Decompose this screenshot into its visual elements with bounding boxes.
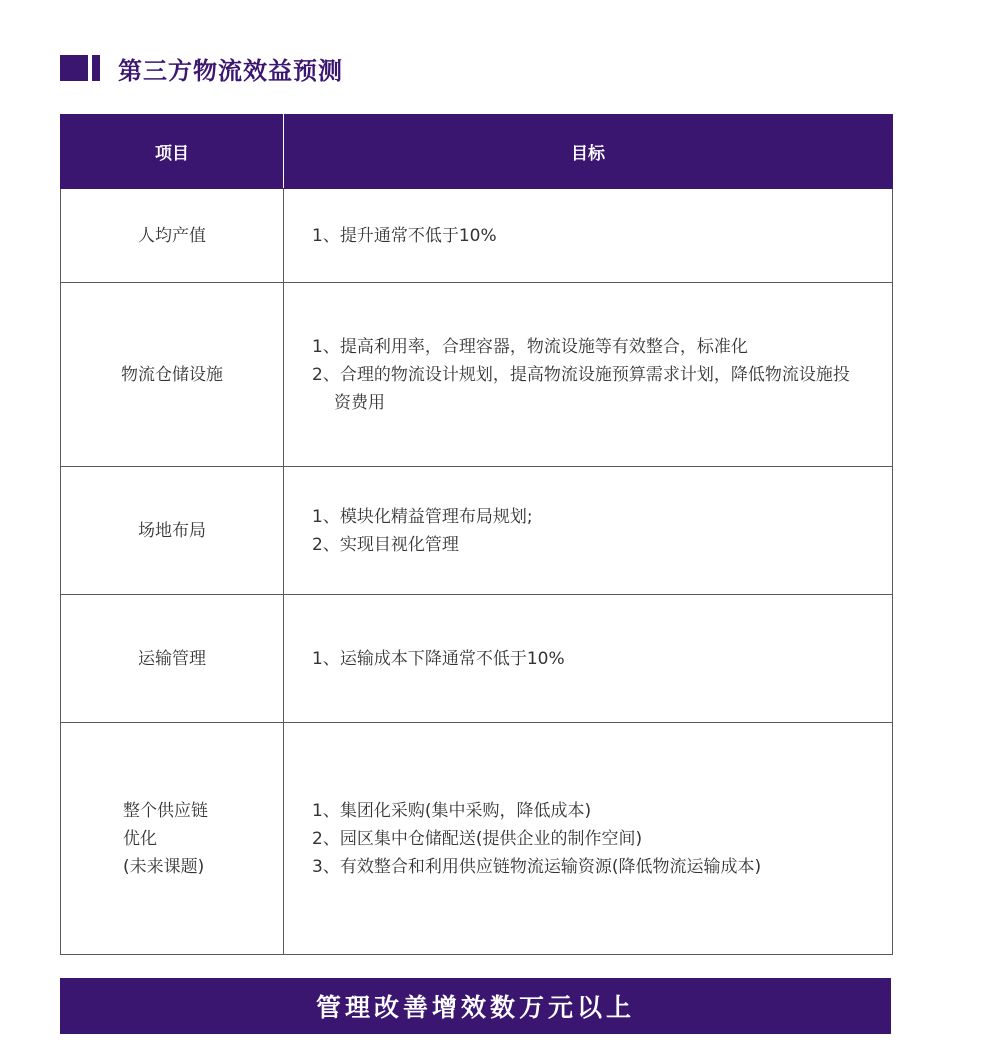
table-row [61,595,893,723]
section-header [60,52,343,84]
goal-line: 2、合理的物流设计规划，提高物流设施预算需求计划，降低物流设施投资费用 [312,364,850,413]
benefit-table [60,114,893,955]
item-cell [61,189,284,283]
goal-line: 1、集团化采购(集中采购，降低成本) [312,800,592,821]
goal-line: 2、实现目视化管理 [312,534,459,555]
item-cell [61,467,284,595]
goal-line: 1、运输成本下降通常不低于10% [312,648,565,669]
item-cell [61,595,284,723]
item-label: (未来课题) [123,856,205,877]
goal-line: 2、园区集中仓储配送(提供企业的制作空间) [312,828,643,849]
goal-cell [284,189,893,283]
item-label: 人均产值 [138,225,206,246]
item-label: 整个供应链 [123,800,208,821]
item-label: 运输管理 [138,648,206,669]
title-marker-icon [60,55,100,81]
goal-cell [284,283,893,467]
goal-line: 1、提升通常不低于10% [312,225,497,246]
table-header-row [61,115,893,189]
goal-cell [284,595,893,723]
table-row [61,467,893,595]
benefit-table-container [60,114,892,955]
item-cell [61,283,284,467]
header-item: 项目 [61,115,284,189]
item-label: 场地布局 [138,520,206,541]
goal-cell [284,723,893,955]
section-title: 第三方物流效益预测 [118,56,343,85]
goal-line: 1、模块化精益管理布局规划; [312,506,533,527]
item-label: 优化 [123,828,157,849]
item-cell [61,723,284,955]
table-row [61,283,893,467]
header-goal: 目标 [284,115,893,189]
goal-line: 1、提高利用率，合理容器，物流设施等有效整合，标准化 [312,336,748,357]
goal-cell [284,467,893,595]
table-row [61,723,893,955]
item-label: 物流仓储设施 [121,364,223,385]
result-banner: 管理改善增效数万元以上 [60,978,891,1034]
table-row [61,189,893,283]
goal-line: 3、有效整合和利用供应链物流运输资源(降低物流运输成本) [312,856,762,877]
